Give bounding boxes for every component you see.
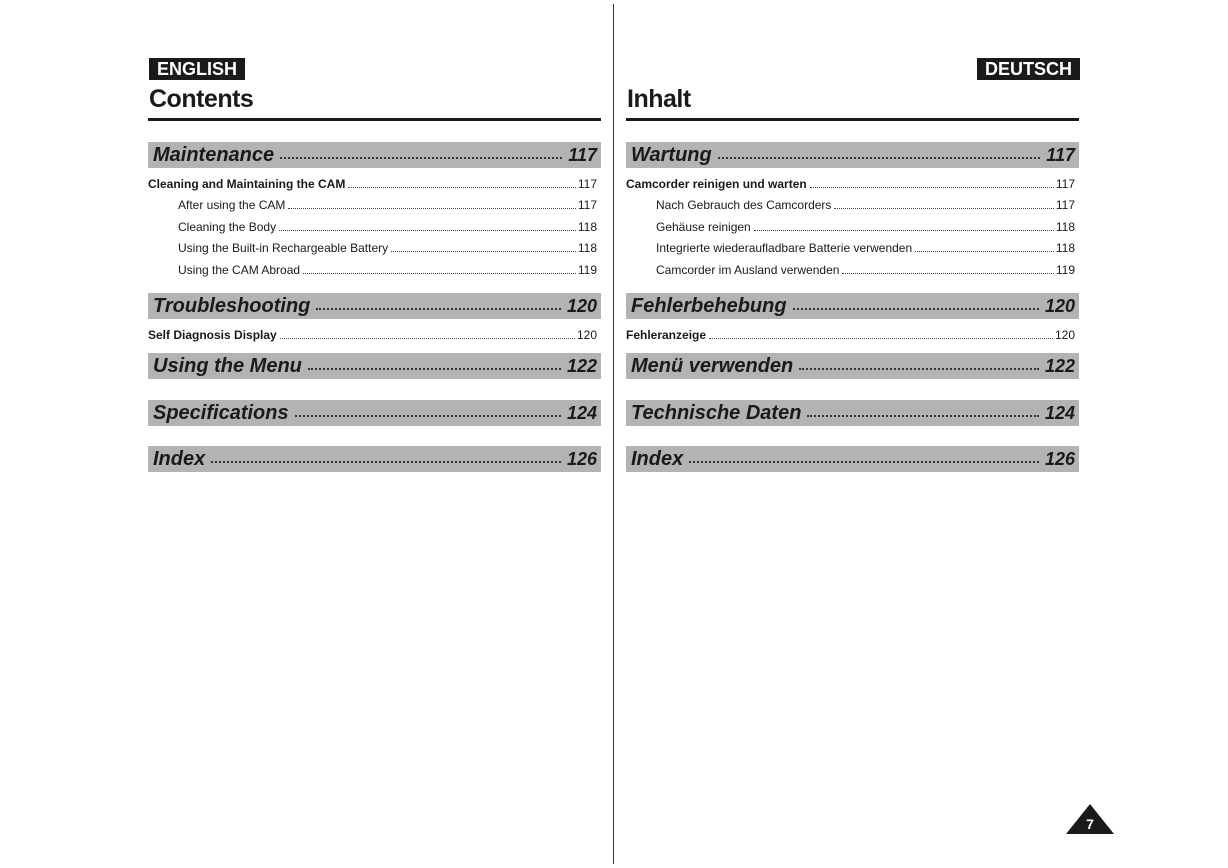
leader-dots [807, 415, 1039, 417]
entry-page: 117 [1055, 198, 1075, 212]
entry-page: 118 [1055, 241, 1075, 255]
toc-entry-abroad[interactable] [178, 263, 597, 277]
leader-dots [279, 230, 576, 231]
section-header-troubleshooting[interactable] [148, 293, 601, 319]
leader-dots [754, 230, 1054, 231]
section-header-fehlerbehebung[interactable] [626, 293, 1079, 319]
section-name: Menü verwenden [631, 354, 794, 377]
entry-page: 119 [1055, 263, 1075, 277]
section-header-wartung[interactable] [626, 142, 1079, 168]
entry-text: Gehäuse reinigen [656, 220, 751, 234]
leader-dots [799, 368, 1039, 370]
section-name: Technische Daten [631, 401, 802, 424]
leader-dots [308, 368, 561, 370]
section-page: 122 [1044, 355, 1075, 376]
section-name: Specifications [153, 401, 289, 424]
leader-dots [348, 187, 576, 188]
toc-entry-cleaning-maintaining[interactable] [148, 177, 597, 191]
entry-page: 118 [1055, 220, 1075, 234]
toc-entry-camcorder-reinigen[interactable] [626, 177, 1075, 191]
page-number: 7 [1086, 816, 1094, 832]
column-divider [613, 4, 614, 864]
entry-page: 117 [577, 177, 597, 191]
deutsch-language-tab: DEUTSCH [977, 58, 1080, 80]
section-name: Maintenance [153, 143, 275, 166]
leader-dots [280, 338, 575, 339]
section-page: 122 [566, 355, 597, 376]
section-header-maintenance[interactable] [148, 142, 601, 168]
leader-dots [718, 157, 1041, 159]
leader-dots [295, 415, 561, 417]
leader-dots [316, 308, 561, 310]
entry-text: Camcorder im Ausland verwenden [656, 263, 840, 277]
entry-text: Fehleranzeige [626, 328, 707, 342]
english-language-tab: ENGLISH [149, 58, 245, 80]
leader-dots [280, 157, 562, 159]
entry-page: 117 [577, 198, 597, 212]
entry-page: 120 [1054, 328, 1075, 342]
leader-dots [303, 273, 576, 274]
entry-text: Using the CAM Abroad [178, 263, 301, 277]
section-header-using-menu[interactable] [148, 353, 601, 379]
leader-dots [689, 461, 1039, 463]
entry-text: Self Diagnosis Display [148, 328, 277, 342]
section-header-index-de[interactable] [626, 446, 1079, 472]
section-header-index[interactable] [148, 446, 601, 472]
entry-text: Cleaning and Maintaining the CAM [148, 177, 346, 191]
entry-page: 120 [576, 328, 597, 342]
entry-text: Integrierte wiederaufladbare Batterie verwenden [656, 241, 913, 255]
section-page: 117 [1046, 144, 1075, 165]
leader-dots [834, 208, 1053, 209]
leader-dots [915, 251, 1054, 252]
toc-entry-battery[interactable] [178, 241, 597, 255]
toc-entry-gehaeuse[interactable] [656, 220, 1075, 234]
section-page: 126 [1044, 448, 1075, 469]
toc-entry-ausland[interactable] [656, 263, 1075, 277]
entry-text: Camcorder reinigen und warten [626, 177, 807, 191]
entry-page: 118 [577, 220, 597, 234]
section-header-menue-verwenden[interactable] [626, 353, 1079, 379]
leader-dots [810, 187, 1054, 188]
leader-dots [391, 251, 576, 252]
leader-dots [793, 308, 1039, 310]
english-page-title: Contents [149, 85, 254, 113]
toc-entry-nach-gebrauch[interactable] [656, 198, 1075, 212]
toc-entry-fehleranzeige[interactable] [626, 328, 1075, 342]
toc-entry-batterie[interactable] [656, 241, 1075, 255]
section-page: 126 [566, 448, 597, 469]
toc-entry-after-using[interactable] [178, 198, 597, 212]
section-name: Troubleshooting [153, 294, 311, 317]
leader-dots [288, 208, 575, 209]
deutsch-page-title: Inhalt [627, 85, 691, 113]
entry-page: 117 [1055, 177, 1075, 191]
toc-entry-self-diagnosis[interactable] [148, 328, 597, 342]
entry-page: 119 [577, 263, 597, 277]
section-name: Index [631, 447, 684, 470]
section-page: 124 [566, 402, 597, 423]
leader-dots [842, 273, 1053, 274]
section-page: 124 [1044, 402, 1075, 423]
entry-text: Cleaning the Body [178, 220, 277, 234]
section-name: Fehlerbehebung [631, 294, 787, 317]
section-page: 117 [568, 144, 597, 165]
leader-dots [709, 338, 1053, 339]
english-title-rule [148, 118, 601, 121]
section-name: Index [153, 447, 206, 470]
entry-text: After using the CAM [178, 198, 286, 212]
section-name: Using the Menu [153, 354, 302, 377]
entry-text: Nach Gebrauch des Camcorders [656, 198, 832, 212]
section-header-technische-daten[interactable] [626, 400, 1079, 426]
toc-entry-cleaning-body[interactable] [178, 220, 597, 234]
section-page: 120 [1044, 295, 1075, 316]
entry-page: 118 [577, 241, 597, 255]
entry-text: Using the Built-in Rechargeable Battery [178, 241, 389, 255]
page-number-badge [1066, 804, 1114, 834]
section-page: 120 [566, 295, 597, 316]
section-name: Wartung [631, 143, 712, 166]
section-header-specifications[interactable] [148, 400, 601, 426]
deutsch-title-rule [626, 118, 1079, 121]
leader-dots [211, 461, 561, 463]
